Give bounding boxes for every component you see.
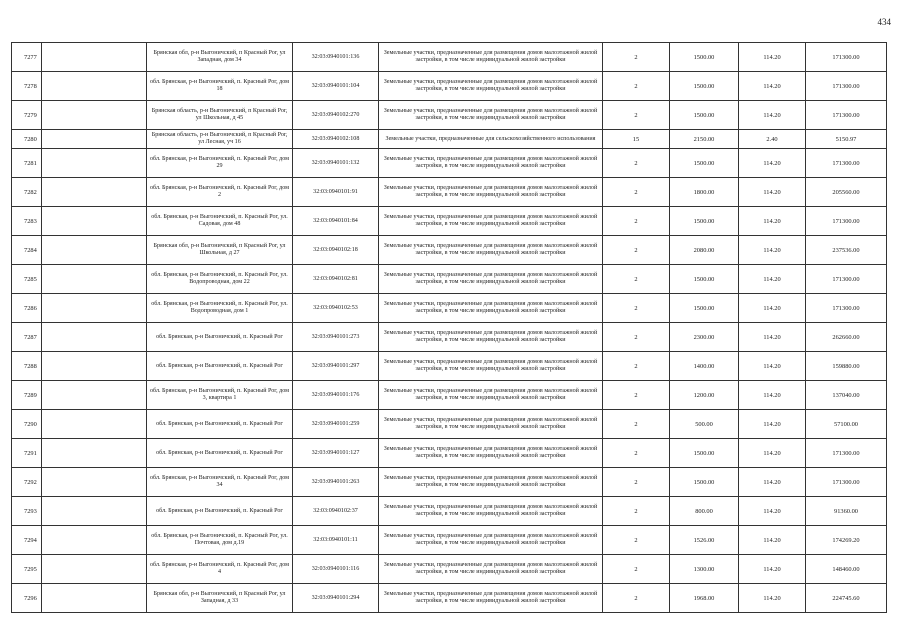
purpose-cell: Земельные участки, предназначенные для размещения домов малоэтажной жилой застройки, в том числе индивидуальной жилой застройки bbox=[379, 265, 603, 294]
value-cell: 171300.00 bbox=[806, 101, 887, 130]
area-cell: 2150.00 bbox=[670, 130, 739, 149]
table-row bbox=[12, 43, 887, 72]
rate-cell: 114.20 bbox=[739, 439, 806, 468]
table-row bbox=[12, 555, 887, 584]
purpose-cell: Земельные участки, предназначенные для размещения домов малоэтажной жилой застройки, в том числе индивидуальной жилой застройки bbox=[379, 497, 603, 526]
table-row bbox=[12, 294, 887, 323]
address-cell: обл. Брянская, р-н Выгоничский, п. Красный Рог, ул. Водопроводная, дом 22 bbox=[147, 265, 293, 294]
group-cell: 2 bbox=[603, 101, 670, 130]
purpose-cell: Земельные участки, предназначенные для размещения домов малоэтажной жилой застройки, в том числе индивидуальной жилой застройки bbox=[379, 72, 603, 101]
group-cell: 2 bbox=[603, 178, 670, 207]
purpose-cell: Земельные участки, предназначенные для сельскохозяйственного использования bbox=[379, 130, 603, 149]
address-cell: Брянская обл, р-н Выгоничский, п Красный Рог, ул Западная, дом 34 bbox=[147, 43, 293, 72]
cadastral-cell: 32:03:0940101:273 bbox=[293, 323, 379, 352]
empty-cell bbox=[42, 410, 147, 439]
value-cell: 237536.00 bbox=[806, 236, 887, 265]
value-cell: 171300.00 bbox=[806, 72, 887, 101]
group-cell: 2 bbox=[603, 265, 670, 294]
rate-cell: 114.20 bbox=[739, 149, 806, 178]
cadastral-cell: 32:03:0940102:37 bbox=[293, 497, 379, 526]
rate-cell: 114.20 bbox=[739, 555, 806, 584]
cadastral-cell: 32:03:0940101:263 bbox=[293, 468, 379, 497]
empty-cell bbox=[42, 43, 147, 72]
area-cell: 1500.00 bbox=[670, 265, 739, 294]
table-row bbox=[12, 497, 887, 526]
group-cell: 2 bbox=[603, 497, 670, 526]
area-cell: 1500.00 bbox=[670, 294, 739, 323]
empty-cell bbox=[42, 72, 147, 101]
purpose-cell: Земельные участки, предназначенные для размещения домов малоэтажной жилой застройки, в том числе индивидуальной жилой застройки bbox=[379, 149, 603, 178]
group-cell: 2 bbox=[603, 439, 670, 468]
group-cell: 2 bbox=[603, 584, 670, 613]
purpose-cell: Земельные участки, предназначенные для размещения домов малоэтажной жилой застройки, в том числе индивидуальной жилой застройки bbox=[379, 294, 603, 323]
address-cell: обл. Брянская, р-н Выгоничский, п. Красный Рог bbox=[147, 323, 293, 352]
group-cell: 2 bbox=[603, 555, 670, 584]
area-cell: 500.00 bbox=[670, 410, 739, 439]
rate-cell: 114.20 bbox=[739, 207, 806, 236]
row-number-cell: 7287 bbox=[12, 323, 42, 352]
table-row bbox=[12, 178, 887, 207]
area-cell: 1200.00 bbox=[670, 381, 739, 410]
area-cell: 2080.00 bbox=[670, 236, 739, 265]
purpose-cell: Земельные участки, предназначенные для размещения домов малоэтажной жилой застройки, в том числе индивидуальной жилой застройки bbox=[379, 352, 603, 381]
area-cell: 1500.00 bbox=[670, 72, 739, 101]
group-cell: 2 bbox=[603, 207, 670, 236]
rate-cell: 114.20 bbox=[739, 236, 806, 265]
empty-cell bbox=[42, 526, 147, 555]
cadastral-cell: 32:03:0940102:81 bbox=[293, 265, 379, 294]
area-cell: 1500.00 bbox=[670, 468, 739, 497]
address-cell: Брянская область, р-н Выгоничский, п Красный Рог, ул Школьная, д 45 bbox=[147, 101, 293, 130]
purpose-cell: Земельные участки, предназначенные для размещения домов малоэтажной жилой застройки, в том числе индивидуальной жилой застройки bbox=[379, 236, 603, 265]
value-cell: 171300.00 bbox=[806, 149, 887, 178]
value-cell: 137040.00 bbox=[806, 381, 887, 410]
value-cell: 148460.00 bbox=[806, 555, 887, 584]
area-cell: 800.00 bbox=[670, 497, 739, 526]
cadastral-value-table bbox=[11, 42, 887, 613]
cadastral-cell: 32:03:0940101:127 bbox=[293, 439, 379, 468]
table-row bbox=[12, 236, 887, 265]
empty-cell bbox=[42, 468, 147, 497]
rate-cell: 114.20 bbox=[739, 468, 806, 497]
address-cell: обл. Брянская, р-н Выгоничский, п. Красный Рог bbox=[147, 497, 293, 526]
rate-cell: 114.20 bbox=[739, 410, 806, 439]
value-cell: 262660.00 bbox=[806, 323, 887, 352]
rate-cell: 114.20 bbox=[739, 294, 806, 323]
empty-cell bbox=[42, 584, 147, 613]
row-number-cell: 7294 bbox=[12, 526, 42, 555]
rate-cell: 114.20 bbox=[739, 101, 806, 130]
rate-cell: 114.20 bbox=[739, 352, 806, 381]
cadastral-cell: 32:03:0940102:53 bbox=[293, 294, 379, 323]
area-cell: 1300.00 bbox=[670, 555, 739, 584]
cadastral-cell: 32:03:0940101:84 bbox=[293, 207, 379, 236]
row-number-cell: 7288 bbox=[12, 352, 42, 381]
address-cell: обл. Брянская, р-н Выгоничский, п. Красный Рог, дом 3, квартира 1 bbox=[147, 381, 293, 410]
purpose-cell: Земельные участки, предназначенные для размещения домов малоэтажной жилой застройки, в том числе индивидуальной жилой застройки bbox=[379, 468, 603, 497]
cadastral-cell: 32:03:0940101:259 bbox=[293, 410, 379, 439]
purpose-cell: Земельные участки, предназначенные для размещения домов малоэтажной жилой застройки, в том числе индивидуальной жилой застройки bbox=[379, 526, 603, 555]
page-number: 434 bbox=[877, 17, 891, 27]
area-cell: 1500.00 bbox=[670, 439, 739, 468]
cadastral-cell: 32:03:0940101:294 bbox=[293, 584, 379, 613]
rate-cell: 114.20 bbox=[739, 497, 806, 526]
group-cell: 2 bbox=[603, 352, 670, 381]
row-number-cell: 7278 bbox=[12, 72, 42, 101]
address-cell: обл. Брянская, р-н Выгоничский, п. Красный Рог bbox=[147, 352, 293, 381]
row-number-cell: 7281 bbox=[12, 149, 42, 178]
table-row bbox=[12, 468, 887, 497]
empty-cell bbox=[42, 323, 147, 352]
empty-cell bbox=[42, 149, 147, 178]
table-row bbox=[12, 381, 887, 410]
row-number-cell: 7282 bbox=[12, 178, 42, 207]
address-cell: обл. Брянская, р-н Выгоничский, п. Красный Рог bbox=[147, 439, 293, 468]
empty-cell bbox=[42, 265, 147, 294]
row-number-cell: 7290 bbox=[12, 410, 42, 439]
row-number-cell: 7286 bbox=[12, 294, 42, 323]
row-number-cell: 7280 bbox=[12, 130, 42, 149]
group-cell: 2 bbox=[603, 323, 670, 352]
group-cell: 2 bbox=[603, 526, 670, 555]
empty-cell bbox=[42, 236, 147, 265]
cadastral-cell: 32:03:0940102:108 bbox=[293, 130, 379, 149]
address-cell: обл. Брянская, р-н Выгоничский, п. Красный Рог, дом 2 bbox=[147, 178, 293, 207]
table-row bbox=[12, 207, 887, 236]
purpose-cell: Земельные участки, предназначенные для размещения домов малоэтажной жилой застройки, в том числе индивидуальной жилой застройки bbox=[379, 323, 603, 352]
group-cell: 15 bbox=[603, 130, 670, 149]
table-row bbox=[12, 410, 887, 439]
purpose-cell: Земельные участки, предназначенные для размещения домов малоэтажной жилой застройки, в том числе индивидуальной жилой застройки bbox=[379, 410, 603, 439]
address-cell: обл. Брянская, р-н Выгоничский, п. Красный Рог, дом 4 bbox=[147, 555, 293, 584]
group-cell: 2 bbox=[603, 294, 670, 323]
group-cell: 2 bbox=[603, 468, 670, 497]
table-row bbox=[12, 149, 887, 178]
cadastral-cell: 32:03:0940101:132 bbox=[293, 149, 379, 178]
row-number-cell: 7291 bbox=[12, 439, 42, 468]
group-cell: 2 bbox=[603, 43, 670, 72]
purpose-cell: Земельные участки, предназначенные для размещения домов малоэтажной жилой застройки, в том числе индивидуальной жилой застройки bbox=[379, 101, 603, 130]
table-row bbox=[12, 352, 887, 381]
purpose-cell: Земельные участки, предназначенные для размещения домов малоэтажной жилой застройки, в том числе индивидуальной жилой застройки bbox=[379, 555, 603, 584]
empty-cell bbox=[42, 555, 147, 584]
area-cell: 1500.00 bbox=[670, 101, 739, 130]
value-cell: 5150.97 bbox=[806, 130, 887, 149]
rate-cell: 114.20 bbox=[739, 381, 806, 410]
area-cell: 1500.00 bbox=[670, 207, 739, 236]
cadastral-cell: 32:03:0940102:18 bbox=[293, 236, 379, 265]
purpose-cell: Земельные участки, предназначенные для размещения домов малоэтажной жилой застройки, в том числе индивидуальной жилой застройки bbox=[379, 381, 603, 410]
address-cell: обл. Брянская, р-н Выгоничский, п. Красный Рог, дом 34 bbox=[147, 468, 293, 497]
row-number-cell: 7277 bbox=[12, 43, 42, 72]
cadastral-cell: 32:03:0940101:11 bbox=[293, 526, 379, 555]
group-cell: 2 bbox=[603, 236, 670, 265]
area-cell: 1526.00 bbox=[670, 526, 739, 555]
address-cell: обл. Брянская, р-н Выгоничский, п. Красный Рог, дом 29 bbox=[147, 149, 293, 178]
empty-cell bbox=[42, 294, 147, 323]
empty-cell bbox=[42, 381, 147, 410]
table-row bbox=[12, 439, 887, 468]
table-row bbox=[12, 265, 887, 294]
rate-cell: 114.20 bbox=[739, 323, 806, 352]
address-cell: обл. Брянская, р-н Выгоничский, п. Красный Рог bbox=[147, 410, 293, 439]
empty-cell bbox=[42, 178, 147, 207]
value-cell: 171300.00 bbox=[806, 207, 887, 236]
empty-cell bbox=[42, 130, 147, 149]
empty-cell bbox=[42, 207, 147, 236]
row-number-cell: 7292 bbox=[12, 468, 42, 497]
value-cell: 171300.00 bbox=[806, 294, 887, 323]
purpose-cell: Земельные участки, предназначенные для размещения домов малоэтажной жилой застройки, в том числе индивидуальной жилой застройки bbox=[379, 178, 603, 207]
area-cell: 1400.00 bbox=[670, 352, 739, 381]
group-cell: 2 bbox=[603, 410, 670, 439]
address-cell: Брянская обл, р-н Выгоничский, п Красный Рог, ул Школьная, д 27 bbox=[147, 236, 293, 265]
cadastral-cell: 32:03:0940101:91 bbox=[293, 178, 379, 207]
area-cell: 1500.00 bbox=[670, 43, 739, 72]
cadastral-cell: 32:03:0940101:176 bbox=[293, 381, 379, 410]
value-cell: 174269.20 bbox=[806, 526, 887, 555]
value-cell: 159880.00 bbox=[806, 352, 887, 381]
value-cell: 224745.60 bbox=[806, 584, 887, 613]
rate-cell: 114.20 bbox=[739, 178, 806, 207]
address-cell: Брянская обл, р-н Выгоничский, п Красный Рог, ул Западная, д 33 bbox=[147, 584, 293, 613]
cadastral-cell: 32:03:0940101:116 bbox=[293, 555, 379, 584]
table-row bbox=[12, 323, 887, 352]
value-cell: 171300.00 bbox=[806, 265, 887, 294]
value-cell: 205560.00 bbox=[806, 178, 887, 207]
area-cell: 1500.00 bbox=[670, 149, 739, 178]
row-number-cell: 7289 bbox=[12, 381, 42, 410]
group-cell: 2 bbox=[603, 381, 670, 410]
rate-cell: 2.40 bbox=[739, 130, 806, 149]
purpose-cell: Земельные участки, предназначенные для размещения домов малоэтажной жилой застройки, в том числе индивидуальной жилой застройки bbox=[379, 207, 603, 236]
cadastral-cell: 32:03:0940101:104 bbox=[293, 72, 379, 101]
rate-cell: 114.20 bbox=[739, 584, 806, 613]
table-row bbox=[12, 101, 887, 130]
rate-cell: 114.20 bbox=[739, 43, 806, 72]
table-row bbox=[12, 130, 887, 149]
rate-cell: 114.20 bbox=[739, 72, 806, 101]
group-cell: 2 bbox=[603, 149, 670, 178]
area-cell: 2300.00 bbox=[670, 323, 739, 352]
area-cell: 1800.00 bbox=[670, 178, 739, 207]
row-number-cell: 7293 bbox=[12, 497, 42, 526]
table-row bbox=[12, 584, 887, 613]
value-cell: 171300.00 bbox=[806, 439, 887, 468]
rate-cell: 114.20 bbox=[739, 526, 806, 555]
address-cell: обл. Брянская, р-н Выгоничский, п. Красный Рог, ул. Почтовая, дом д.19 bbox=[147, 526, 293, 555]
row-number-cell: 7279 bbox=[12, 101, 42, 130]
cadastral-cell: 32:03:0940101:297 bbox=[293, 352, 379, 381]
value-cell: 171300.00 bbox=[806, 468, 887, 497]
row-number-cell: 7285 bbox=[12, 265, 42, 294]
address-cell: обл. Брянская, р-н Выгоничский, п. Красный Рог, ул. Садовая, дом 48 bbox=[147, 207, 293, 236]
row-number-cell: 7295 bbox=[12, 555, 42, 584]
address-cell: обл. Брянская, р-н Выгоничский, п. Красный Рог, ул. Водопроводная, дом 1 bbox=[147, 294, 293, 323]
row-number-cell: 7296 bbox=[12, 584, 42, 613]
empty-cell bbox=[42, 352, 147, 381]
purpose-cell: Земельные участки, предназначенные для размещения домов малоэтажной жилой застройки, в том числе индивидуальной жилой застройки bbox=[379, 584, 603, 613]
purpose-cell: Земельные участки, предназначенные для размещения домов малоэтажной жилой застройки, в том числе индивидуальной жилой застройки bbox=[379, 43, 603, 72]
group-cell: 2 bbox=[603, 72, 670, 101]
empty-cell bbox=[42, 439, 147, 468]
value-cell: 91360.00 bbox=[806, 497, 887, 526]
empty-cell bbox=[42, 497, 147, 526]
row-number-cell: 7283 bbox=[12, 207, 42, 236]
value-cell: 171300.00 bbox=[806, 43, 887, 72]
purpose-cell: Земельные участки, предназначенные для размещения домов малоэтажной жилой застройки, в том числе индивидуальной жилой застройки bbox=[379, 439, 603, 468]
value-cell: 57100.00 bbox=[806, 410, 887, 439]
address-cell: Брянская область, р-н Выгоничский, п Красный Рог, ул Лесная, уч 16 bbox=[147, 130, 293, 149]
cadastral-cell: 32:03:0940101:136 bbox=[293, 43, 379, 72]
rate-cell: 114.20 bbox=[739, 265, 806, 294]
table-row bbox=[12, 526, 887, 555]
cadastral-cell: 32:03:0940102:270 bbox=[293, 101, 379, 130]
table-row bbox=[12, 72, 887, 101]
address-cell: обл. Брянская, р-н Выгоничский, п. Красный Рог, дом 18 bbox=[147, 72, 293, 101]
row-number-cell: 7284 bbox=[12, 236, 42, 265]
area-cell: 1968.00 bbox=[670, 584, 739, 613]
empty-cell bbox=[42, 101, 147, 130]
